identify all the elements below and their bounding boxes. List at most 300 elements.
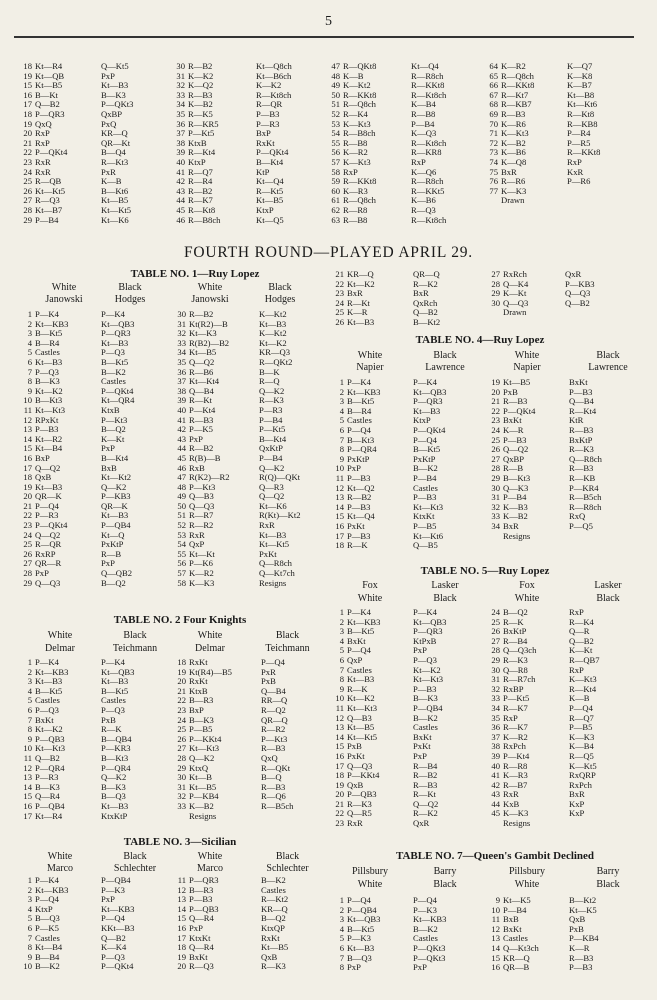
- white-move: PxP: [189, 434, 203, 444]
- white-move: Kt—B5: [35, 81, 63, 91]
- move-row: [326, 177, 479, 187]
- white-move: Kt—K2: [35, 386, 63, 396]
- move-number: 23: [491, 416, 500, 426]
- move-number: 1: [339, 896, 344, 905]
- move-row: [486, 906, 639, 916]
- black-move: PxKtP: [413, 454, 436, 464]
- white-move: Q—B2: [35, 100, 60, 110]
- move-number: 13: [177, 895, 186, 905]
- move-row: [486, 484, 639, 494]
- move-number: 3: [339, 627, 344, 637]
- move-number: 31: [491, 675, 500, 685]
- move-row: [486, 723, 639, 733]
- move-row: [18, 158, 163, 168]
- black-move: Q—R8ch: [259, 559, 292, 569]
- black-move: P—Q3: [101, 705, 125, 715]
- move-row: [486, 608, 639, 618]
- move-row: [330, 685, 483, 695]
- black-move: RxKt: [256, 138, 275, 148]
- move-row: [486, 436, 639, 446]
- move-number: 5: [27, 696, 32, 706]
- move-row: [172, 377, 333, 387]
- move-row: [18, 687, 171, 697]
- move-number: 8: [339, 963, 344, 973]
- move-number: 25: [491, 435, 500, 445]
- white-move: KxB: [503, 799, 520, 809]
- black-move: B—Kt2: [569, 896, 597, 905]
- white-move: Castles: [347, 665, 372, 675]
- move-row: [172, 550, 333, 560]
- white-move: Kt—B5: [189, 782, 217, 792]
- move-row: [172, 735, 335, 745]
- move-row: [330, 618, 483, 628]
- black-move: B—Kt3: [101, 753, 129, 763]
- black-move: R—K4: [569, 617, 594, 627]
- white-move: P—K5: [189, 425, 213, 435]
- black-move: Castles: [261, 885, 286, 895]
- white-move: Resigns: [503, 819, 531, 829]
- move-number: 28: [23, 569, 32, 579]
- move-row: [326, 139, 479, 149]
- white-move: P—Q4: [347, 425, 371, 435]
- black-move: P—Q4: [413, 435, 437, 445]
- move-number: 20: [23, 492, 32, 502]
- black-move: PxB: [261, 677, 276, 687]
- black-move: Kt—Q5: [256, 215, 284, 225]
- move-row: [486, 627, 639, 637]
- move-row: [330, 445, 483, 455]
- move-number: 25: [177, 725, 186, 735]
- move-number: 20: [491, 387, 500, 397]
- black-move: P—Kt3: [101, 415, 128, 425]
- move-number: 47: [331, 62, 340, 71]
- move-number: 19: [177, 667, 186, 677]
- white-move: P—B3: [35, 425, 59, 435]
- move-row: [172, 812, 335, 822]
- move-number: 37: [177, 377, 186, 387]
- move-row: [18, 129, 163, 139]
- move-row: [18, 473, 165, 483]
- move-row: [172, 668, 335, 678]
- table2-player-d: Teichmann: [265, 643, 310, 654]
- white-move: Q—B3: [347, 713, 372, 723]
- white-move: P—B5: [189, 725, 213, 735]
- move-number: 67: [489, 90, 498, 100]
- move-row: [330, 512, 483, 522]
- white-move: Q—K4: [503, 279, 529, 289]
- white-move: Kt—B4: [35, 444, 63, 454]
- black-move: Kt—Kt5: [259, 540, 290, 550]
- white-move: PxP: [35, 569, 49, 579]
- table4-player-c: Napier: [513, 362, 541, 373]
- white-move: R—K7: [503, 723, 528, 733]
- move-number: 29: [491, 655, 500, 665]
- white-move: K—R3: [503, 771, 528, 781]
- move-number: 31: [176, 71, 185, 81]
- black-move: Kt—B6ch: [256, 71, 292, 81]
- move-row: [330, 397, 483, 407]
- move-row: [172, 725, 335, 735]
- white-move: P—Q4: [347, 896, 371, 905]
- white-move: Kt—R4: [35, 62, 63, 71]
- move-number: 15: [23, 444, 32, 454]
- white-move: B—R4: [347, 406, 372, 416]
- move-row: [18, 540, 165, 550]
- white-move: B—Kt3: [503, 473, 531, 483]
- move-number: 14: [23, 782, 32, 792]
- move-row: [172, 876, 335, 886]
- white-move: K—Kt3: [343, 157, 371, 167]
- move-row: [330, 318, 477, 328]
- white-move: R(K2)—R2: [189, 473, 230, 483]
- black-move: R—B4: [413, 761, 438, 771]
- black-move: Q—Kt5: [101, 62, 129, 71]
- move-number: 60: [331, 186, 340, 196]
- move-row: [18, 358, 165, 368]
- black-move: P—B4: [413, 473, 437, 483]
- move-row: [486, 308, 629, 318]
- black-move: P—Q3: [413, 655, 437, 665]
- black-move: R—B3: [261, 782, 286, 792]
- move-row: [18, 320, 165, 330]
- move-number: 14: [491, 943, 500, 953]
- white-move: P—B4: [503, 493, 527, 503]
- black-move: P—B3: [413, 493, 437, 503]
- move-row: [18, 187, 163, 197]
- white-move: Q—R8: [503, 665, 528, 675]
- white-move: P—Q4: [347, 646, 371, 656]
- white-move: K—R2: [189, 569, 214, 579]
- white-move: BxKtP: [503, 627, 527, 637]
- white-move: R(B2)—B2: [189, 338, 230, 348]
- black-move: QxB: [569, 915, 586, 925]
- white-move: PxKt: [347, 751, 365, 761]
- white-move: Q—Q3: [503, 298, 529, 308]
- move-row: [326, 129, 479, 139]
- black-move: Kt—Q4: [411, 62, 439, 71]
- black-move: R—Q7: [569, 713, 594, 723]
- black-move: R—K3: [569, 445, 594, 455]
- black-move: K—Kt: [101, 434, 125, 444]
- black-move: K—Q7: [567, 62, 593, 71]
- move-number: 10: [335, 464, 344, 474]
- move-row: [330, 378, 483, 388]
- white-move: P—QR3: [35, 109, 65, 119]
- move-row: [486, 934, 639, 944]
- black-move: PxR: [101, 167, 116, 177]
- move-row: [172, 502, 333, 512]
- move-row: [486, 455, 639, 465]
- move-number: 57: [331, 157, 340, 167]
- black-move: Castles: [413, 934, 438, 944]
- white-move: K—Kt: [503, 289, 527, 299]
- white-move: P—QKt4: [35, 148, 68, 158]
- move-number: 28: [23, 205, 32, 215]
- white-move: P—QKt4: [35, 521, 68, 531]
- move-number: 5: [339, 934, 344, 944]
- move-number: 45: [177, 453, 186, 463]
- move-number: 3: [27, 677, 32, 687]
- black-move: B—QB4: [101, 734, 132, 744]
- black-move: QR—K: [101, 501, 128, 511]
- black-move: Q—R: [569, 627, 590, 637]
- move-number: 13: [335, 723, 344, 733]
- white-move: QxP: [189, 540, 205, 550]
- table2-title: TABLE NO. 2 Four Knights: [113, 614, 247, 626]
- move-number: 16: [335, 751, 344, 761]
- move-number: 25: [23, 540, 32, 550]
- white-move: P—K3: [347, 934, 371, 944]
- white-move: K—B2: [188, 100, 213, 110]
- white-move: Drawn: [501, 196, 525, 206]
- move-row: [171, 196, 326, 206]
- move-number: 17: [177, 933, 186, 943]
- black-move: B—Kt5: [101, 357, 129, 367]
- move-number: 34: [177, 348, 186, 358]
- white-move: K—R3: [343, 186, 368, 196]
- white-move: RxBP: [503, 684, 524, 694]
- table1-moves-1: [18, 310, 165, 588]
- move-row: [486, 819, 639, 829]
- move-number: 50: [331, 90, 340, 100]
- white-move: P—QR4: [347, 445, 377, 455]
- black-move: KR—Q3: [259, 348, 291, 358]
- move-row: [330, 790, 483, 800]
- move-row: [18, 396, 165, 406]
- move-row: [486, 416, 639, 426]
- white-move: B—Kt5: [347, 924, 375, 934]
- move-number: 14: [335, 732, 344, 742]
- white-move: K—K2: [188, 71, 214, 81]
- white-move: Kt—KB3: [347, 387, 381, 397]
- move-number: 43: [176, 186, 185, 196]
- table2-header-white-a: White: [47, 630, 73, 641]
- black-move: PxP: [101, 71, 115, 81]
- move-number: 18: [23, 109, 32, 119]
- white-move: PxKt: [347, 521, 365, 531]
- black-move: QR—Q: [261, 715, 288, 725]
- white-move: KR—Q: [347, 270, 374, 279]
- white-move: BxR: [503, 521, 519, 531]
- white-move: B—Kt: [35, 90, 58, 100]
- white-move: Kt—B5: [503, 378, 531, 387]
- move-row: [330, 656, 483, 666]
- move-number: 17: [23, 100, 32, 110]
- move-number: 2: [27, 885, 32, 895]
- white-move: Kt—B3: [347, 943, 375, 953]
- move-row: [18, 550, 165, 560]
- move-row: [486, 915, 639, 925]
- move-row: [486, 656, 639, 666]
- black-move: R—K2: [413, 809, 438, 819]
- white-move: Kt—Kt3: [35, 405, 66, 415]
- move-row: [326, 158, 479, 168]
- move-number: 57: [177, 569, 186, 579]
- black-move: Kt—B3: [259, 319, 287, 329]
- white-move: K—B2: [501, 138, 526, 148]
- table3-title: TABLE NO. 3—Sicilian: [123, 836, 237, 848]
- black-move: R—KR8: [411, 148, 442, 158]
- move-number: 21: [335, 270, 344, 279]
- move-row: [18, 579, 165, 589]
- move-number: 23: [177, 705, 186, 715]
- white-move: RPxKt: [35, 415, 59, 425]
- move-number: 32: [491, 684, 500, 694]
- black-move: B—Kt4: [256, 157, 284, 167]
- move-row: [18, 812, 171, 822]
- white-move: Kt—B3: [347, 317, 375, 327]
- move-number: 27: [491, 636, 500, 646]
- move-row: [18, 120, 163, 130]
- move-number: 14: [177, 904, 186, 914]
- move-number: 16: [23, 90, 32, 100]
- white-move: P—K4: [35, 658, 59, 667]
- move-row: [171, 120, 326, 130]
- move-row: [484, 110, 627, 120]
- white-move: P—K4: [347, 608, 371, 617]
- move-number: 19: [491, 378, 500, 387]
- move-number: 40: [177, 405, 186, 415]
- black-move: PxKt: [259, 549, 277, 559]
- move-row: [486, 493, 639, 503]
- move-row: [18, 895, 171, 905]
- move-number: 28: [177, 753, 186, 763]
- white-move: QR—B: [503, 963, 530, 973]
- black-move: R—B3: [569, 464, 594, 474]
- move-row: [18, 792, 171, 802]
- white-move: B—K2: [35, 962, 60, 972]
- black-move: K—B4: [411, 100, 436, 110]
- table5-header-a: Fox: [362, 580, 378, 591]
- white-move: P—Kt4: [503, 751, 530, 761]
- table2-player-b: Teichmann: [112, 643, 158, 654]
- prev-column-2: [171, 62, 326, 225]
- black-move: R—KKt5: [411, 186, 445, 196]
- black-move: K—Kt2: [259, 329, 287, 339]
- white-move: K—B3: [503, 502, 528, 512]
- move-row: [172, 559, 333, 569]
- header-rule: [14, 36, 634, 38]
- move-row: [172, 773, 335, 783]
- white-move: P—K5: [35, 923, 59, 933]
- white-move: P—QKt4: [503, 406, 536, 416]
- move-row: [18, 886, 171, 896]
- move-number: 68: [489, 100, 498, 110]
- move-row: [18, 310, 165, 320]
- white-move: P—QR4: [35, 763, 65, 773]
- black-move: B—Kt4: [259, 434, 287, 444]
- white-move: Q—B2: [35, 753, 60, 763]
- white-move: BxKt: [35, 715, 54, 725]
- black-move: R—B3: [569, 425, 594, 435]
- move-row: [172, 754, 335, 764]
- black-move: K—B6: [411, 196, 436, 206]
- table1-player-b: Hodges: [114, 294, 146, 305]
- move-row: [486, 299, 629, 309]
- move-number: 70: [489, 119, 498, 129]
- white-move: P—R3: [35, 511, 59, 521]
- move-row: [18, 148, 163, 158]
- move-number: 4: [339, 924, 344, 934]
- move-row: [171, 129, 326, 139]
- move-number: 4: [339, 406, 344, 416]
- white-move: R—R8: [503, 761, 528, 771]
- move-number: 25: [23, 177, 32, 187]
- move-number: 35: [177, 357, 186, 367]
- black-move: P—QB4: [413, 703, 443, 713]
- black-move: P—B4: [411, 119, 435, 129]
- move-row: [330, 762, 483, 772]
- white-move: P—Q4: [35, 501, 59, 511]
- prev-column-3: [326, 62, 479, 225]
- white-move: B—B4: [35, 952, 60, 962]
- black-move: B—Q: [261, 773, 282, 783]
- move-number: 63: [331, 215, 340, 225]
- move-number: 33: [491, 694, 500, 704]
- move-row: [172, 792, 335, 802]
- move-number: 39: [177, 396, 186, 406]
- black-move: PxP: [413, 963, 427, 973]
- move-number: 73: [489, 148, 498, 158]
- move-row: [486, 954, 639, 964]
- move-row: [486, 464, 639, 474]
- move-row: [486, 445, 639, 455]
- table4-header-black-b: Black: [596, 350, 620, 361]
- black-move: P—QKt4: [413, 425, 446, 435]
- white-move: K—Q8: [501, 157, 527, 167]
- move-row: [172, 406, 333, 416]
- move-number: 24: [23, 530, 32, 540]
- move-row: [18, 329, 165, 339]
- black-move: R—KB: [569, 473, 596, 483]
- move-number: 19: [23, 482, 32, 492]
- move-row: [172, 531, 333, 541]
- white-move: R—K7: [503, 703, 528, 713]
- black-move: R—QB7: [569, 655, 600, 665]
- move-number: 28: [491, 464, 500, 474]
- move-row: [326, 168, 479, 178]
- move-row: [18, 559, 165, 569]
- move-row: [486, 503, 639, 513]
- black-move: R—K2: [413, 279, 438, 289]
- table7-header-d: Barry: [596, 866, 620, 877]
- white-move: P—Kt3: [189, 482, 216, 492]
- white-move: Kt—Q2: [347, 483, 375, 493]
- move-row: [326, 91, 479, 101]
- move-number: 22: [23, 148, 32, 158]
- move-row: [486, 714, 639, 724]
- move-row: [484, 100, 627, 110]
- black-move: BxKt: [413, 732, 432, 742]
- move-row: [484, 120, 627, 130]
- table7-color-b: Black: [433, 879, 457, 890]
- white-move: PxP: [347, 464, 361, 474]
- white-move: Kt—B: [189, 773, 212, 783]
- move-row: [330, 455, 483, 465]
- black-move: BxKtP: [569, 435, 593, 445]
- move-row: [172, 444, 333, 454]
- move-row: [330, 915, 483, 925]
- black-move: P—B3: [569, 963, 593, 973]
- move-row: [330, 416, 483, 426]
- move-number: 61: [331, 196, 340, 206]
- white-move: P—B3: [347, 531, 371, 541]
- black-move: Kt—K6: [259, 501, 287, 511]
- black-move: PxB: [569, 924, 584, 934]
- black-move: RxP: [567, 157, 582, 167]
- move-row: [330, 752, 483, 762]
- table5-moves-1: [330, 608, 483, 829]
